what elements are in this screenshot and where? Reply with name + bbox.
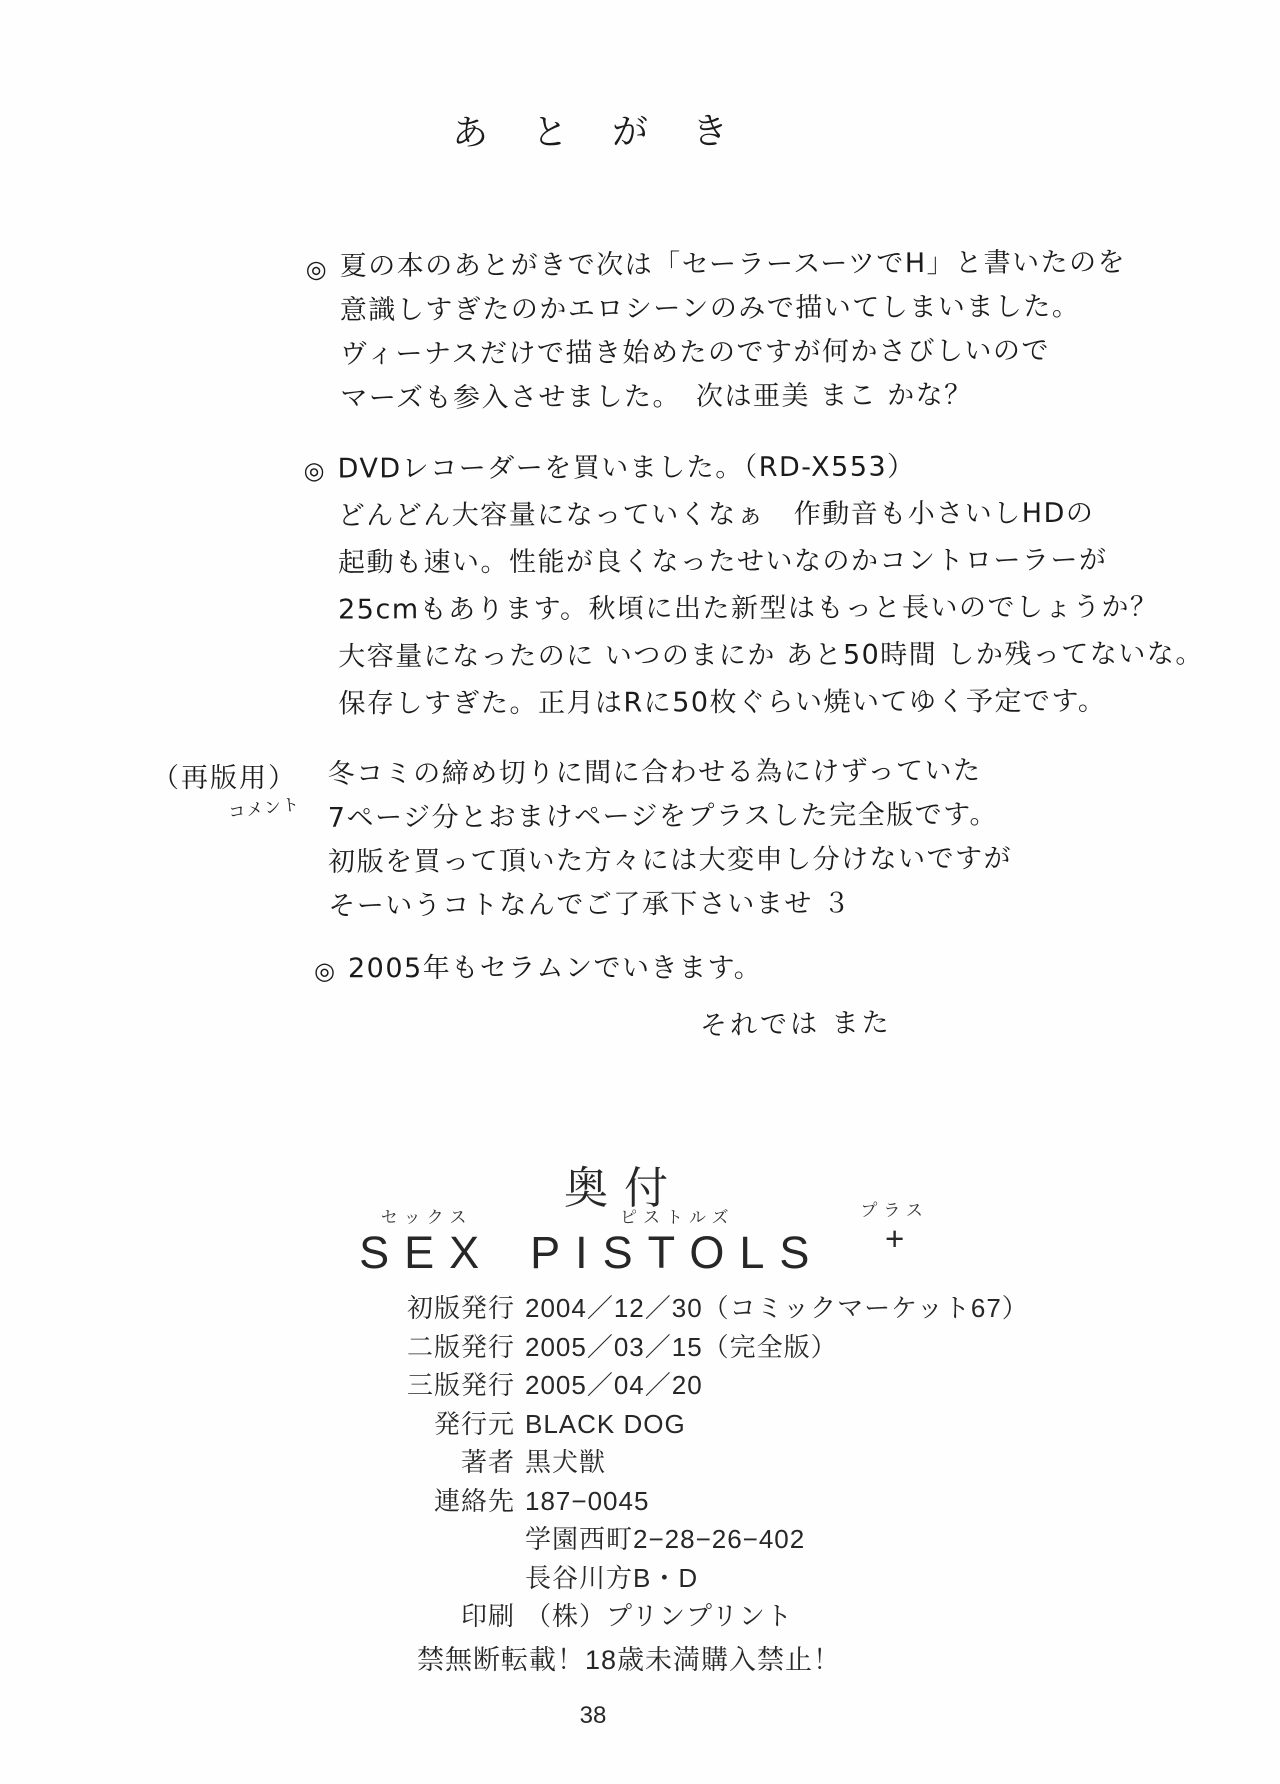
afterword-line: ◎ 夏の本のあとがきで次は「セーラースーツでH」と書いたのを (340, 241, 1127, 289)
detail-value: 学園西町2−28−26−402 (525, 1524, 806, 1554)
detail-value: BLACK DOG (525, 1408, 686, 1439)
detail-value: 2004／12／30（コミックマーケット67） (525, 1293, 1029, 1323)
furigana: セックス (380, 1207, 473, 1227)
detail-label (335, 1520, 515, 1559)
afterword-paragraph-4 (314, 947, 763, 991)
detail-label: 印刷 (460, 1601, 515, 1631)
book-title (0, 1196, 1280, 1277)
detail-label: 著者 (460, 1447, 515, 1477)
colophon-heading: 奥付 (564, 1164, 684, 1213)
afterword-line: 25cmもあります。秋頃に出た新型はもっと長いのでしょうか？ (338, 591, 1159, 626)
book-title-word-pistols (530, 1203, 824, 1278)
afterword-line: 保存しすぎた。正月はRに50枚ぐらい焼いてゆく予定です。 (338, 685, 1107, 720)
detail-value: 長谷川方B・D (525, 1562, 699, 1593)
afterword-line: どんどん大容量になっていくなぁ 作動音も小さいしHDの (337, 497, 1095, 532)
detail-label: 初版発行 (406, 1293, 515, 1323)
detail-value: 黒犬獣 (525, 1447, 607, 1477)
colophon-details (335, 1289, 1029, 1636)
afterword-line: そーいうコトなんでご了承下さいませ ３ (328, 888, 852, 922)
afterword-line: ヴィーナスだけで描き始めたのですが何かさびしいので (340, 335, 1051, 371)
detail-value: 187−0045 (525, 1485, 650, 1516)
afterword-line: 初版を買って頂いた方々には大変申し分けないですが (328, 843, 1013, 878)
book-title-plus (860, 1196, 929, 1277)
afterword-paragraph-2 (303, 442, 1205, 727)
afterword-heading: あとがき (451, 110, 773, 155)
afterword-line: ◎ 2005年もセラムンでいきます。 (348, 947, 762, 991)
title-text: PISTOLS (530, 1226, 825, 1278)
bullet-mark: ◎ (314, 957, 337, 985)
title-text: SEX (359, 1226, 495, 1278)
furigana: ピストルズ (620, 1207, 735, 1227)
bullet-mark: ◎ (305, 255, 329, 284)
afterword-paragraph-3 (328, 749, 1013, 929)
afterword-line: 冬コミの締め切りに間に合わせる為にけずっていた (327, 755, 982, 790)
afterword-line: 7ページ分とおまけページをプラスした完全版です。 (327, 799, 999, 834)
detail-label: 二版発行 (406, 1331, 515, 1362)
colophon-row (335, 1328, 1029, 1367)
reprint-margin-note: （再版用） (152, 763, 297, 794)
colophon-row (335, 1520, 1029, 1559)
detail-label: 発行元 (433, 1408, 515, 1439)
colophon-row (335, 1597, 1029, 1636)
detail-label: 連絡先 (433, 1485, 515, 1516)
book-title-word-sex (359, 1203, 494, 1278)
detail-value: （株）プリンプリント (525, 1601, 793, 1631)
afterword-signoff: それでは また (699, 1007, 892, 1042)
detail-label (335, 1559, 515, 1598)
colophon-row (335, 1405, 1029, 1444)
detail-value: 2005／03／15（完全版） (525, 1331, 838, 1362)
page-number: 38 (579, 1702, 607, 1729)
reprint-margin-note-comment: コメント (227, 794, 302, 824)
afterword-paragraph-1 (305, 241, 1127, 421)
colophon-row (335, 1482, 1029, 1521)
colophon-row (335, 1366, 1029, 1405)
afterword-line: 意識しすぎたのかエロシーンのみで描いてしまいました。 (339, 291, 1081, 327)
furigana: プラス (860, 1201, 929, 1220)
detail-label: 三版発行 (406, 1370, 515, 1400)
colophon-row (335, 1289, 1029, 1328)
colophon-row (335, 1443, 1029, 1482)
afterword-line: 起動も速い。性能が良くなったせいなのかコントローラーが (337, 544, 1108, 579)
bullet-mark: ◎ (303, 456, 327, 485)
afterword-line: ◎ DVDレコーダーを買いました。（RD-X553） (338, 442, 1204, 492)
afterword-line: マーズも参入させました。 次は亜美 まこ かな？ (340, 379, 973, 415)
colophon-row (335, 1559, 1029, 1598)
copyright-notice: 禁無断転載！18歳未満購入禁止！ (417, 1645, 842, 1675)
title-text: + (885, 1220, 905, 1257)
detail-value: 2005／04／20 (525, 1370, 703, 1400)
afterword-line: 大容量になったのに いつのまにか あと50時間 しか残ってないな。 (338, 638, 1204, 673)
